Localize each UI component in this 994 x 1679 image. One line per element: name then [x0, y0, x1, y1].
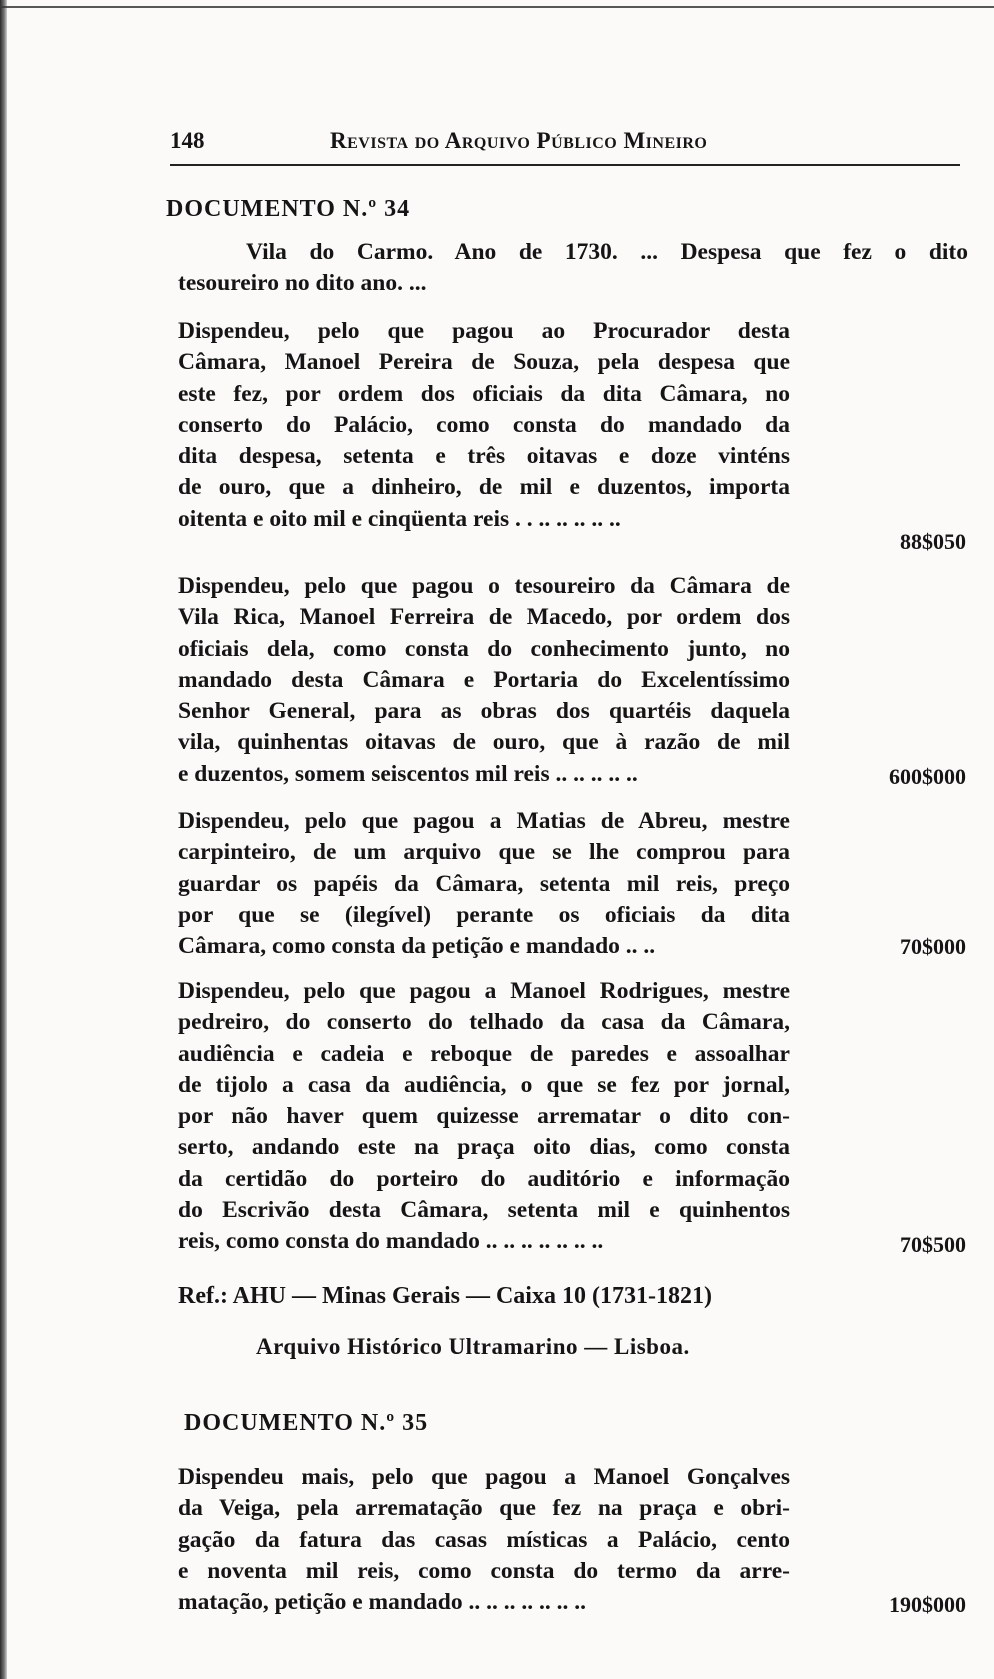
- page-number: 148: [170, 128, 205, 153]
- expense-amount-2: 600$000: [889, 764, 966, 789]
- running-title: Revista do Arquivo Público Mineiro: [330, 128, 708, 153]
- expense-amount-5: 190$000: [889, 1592, 966, 1617]
- entry-line: este fez, por ordem dos oficiais da dita Câmara, no: [178, 380, 790, 407]
- entry-line: audiência e cadeia e reboque de paredes e assoalhar: [178, 1040, 790, 1067]
- entry-line: por que se (ilegível) perante os oficiais da dita: [178, 901, 790, 928]
- entry-line: Câmara, como consta da petição e mandado .. ..: [178, 933, 656, 960]
- entry-line: Dispendeu, pelo que pagou ao Procurador desta: [178, 318, 790, 344]
- entry-line: carpinteiro, de um arquivo que se lhe comprou para: [178, 839, 790, 866]
- expense-entry-1: [178, 316, 790, 535]
- entry-line: Dispendeu, pelo que pagou a Manoel Rodrigues, mestre: [178, 978, 790, 1004]
- intro-line: tesoureiro no dito ano. ...: [178, 270, 427, 297]
- entry-line: Dispendeu mais, pelo que pagou a Manoel Gonçalves: [178, 1464, 790, 1490]
- entry-line: conserto do Palácio, como consta do mandado da: [178, 411, 790, 438]
- header-rule: [170, 164, 960, 166]
- entry-line: Dispendeu, pelo que pagou a Matias de Abreu, mestre: [178, 808, 790, 834]
- expense-entry-2: [178, 571, 790, 790]
- entry-line: e noventa mil reis, como consta do termo da arre-: [178, 1557, 790, 1584]
- entry-line: de tijolo a casa da audiência, o que se fez por jornal,: [178, 1071, 790, 1098]
- entry-line: matação, petição e mandado .. .. .. .. .. .. ..: [178, 1589, 586, 1616]
- page-header: [170, 122, 960, 162]
- intro-line: Vila do Carmo. Ano de 1730. ... Despesa que fez o dito: [246, 239, 968, 265]
- archive-line: Arquivo Histórico Ultramarino — Lisboa.: [256, 1334, 690, 1359]
- entry-line: serto, andando este na praça oito dias, como consta: [178, 1134, 790, 1161]
- document-34-intro: [178, 237, 968, 300]
- entry-line: guardar os papéis da Câmara, setenta mil reis, preço: [178, 870, 790, 897]
- entry-line: dita despesa, setenta e três oitavas e doze vinténs: [178, 443, 790, 470]
- entry-line: de ouro, que a dinheiro, de mil e duzentos, importa: [178, 474, 790, 501]
- entry-line: pedreiro, do conserto do telhado da casa da Câmara,: [178, 1009, 790, 1036]
- entry-line: oitenta e oito mil e cinqüenta reis . . .. .. .. .. ..: [178, 505, 621, 532]
- expense-entry-4: [178, 976, 790, 1258]
- entry-line: Câmara, Manoel Pereira de Souza, pela despesa que: [178, 349, 790, 376]
- expense-entry-5: [178, 1462, 790, 1618]
- entry-line: Senhor General, para as obras dos quartéis daquela: [178, 698, 790, 725]
- entry-line: mandado desta Câmara e Portaria do Excelentíssimo: [178, 666, 790, 693]
- expense-amount-1: 88$050: [900, 529, 966, 554]
- entry-line: da Veiga, pela arrematação que fez na praça e obri-: [178, 1495, 790, 1522]
- entry-line: Vila Rica, Manoel Ferreira de Macedo, por ordem dos: [178, 604, 790, 631]
- expense-entry-3: [178, 806, 790, 962]
- entry-line: da certidão do porteiro do auditório e informação: [178, 1165, 790, 1192]
- entry-line: reis, como consta do mandado .. .. .. .. .. .. ..: [178, 1228, 604, 1255]
- entry-line: vila, quinhentas oitavas de ouro, que à razão de mil: [178, 729, 790, 756]
- document-35-heading: DOCUMENTO N.º 35: [184, 1410, 429, 1436]
- entry-line: por não haver quem quizesse arrematar o dito con-: [178, 1103, 790, 1130]
- expense-amount-3: 70$000: [900, 934, 966, 959]
- reference-line: Ref.: AHU — Minas Gerais — Caixa 10 (1731-1821): [178, 1283, 712, 1309]
- entry-line: gação da fatura das casas místicas a Palácio, cento: [178, 1526, 790, 1553]
- document-34-heading: DOCUMENTO N.º 34: [166, 196, 411, 222]
- expense-amount-4: 70$500: [900, 1232, 966, 1257]
- entry-line: Dispendeu, pelo que pagou o tesoureiro da Câmara de: [178, 573, 790, 599]
- entry-line: e duzentos, somem seiscentos mil reis .. .. .. .. ..: [178, 760, 638, 787]
- entry-line: do Escrivão desta Câmara, setenta mil e quinhentos: [178, 1197, 790, 1224]
- entry-line: oficiais dela, como consta do conhecimento junto, no: [178, 635, 790, 662]
